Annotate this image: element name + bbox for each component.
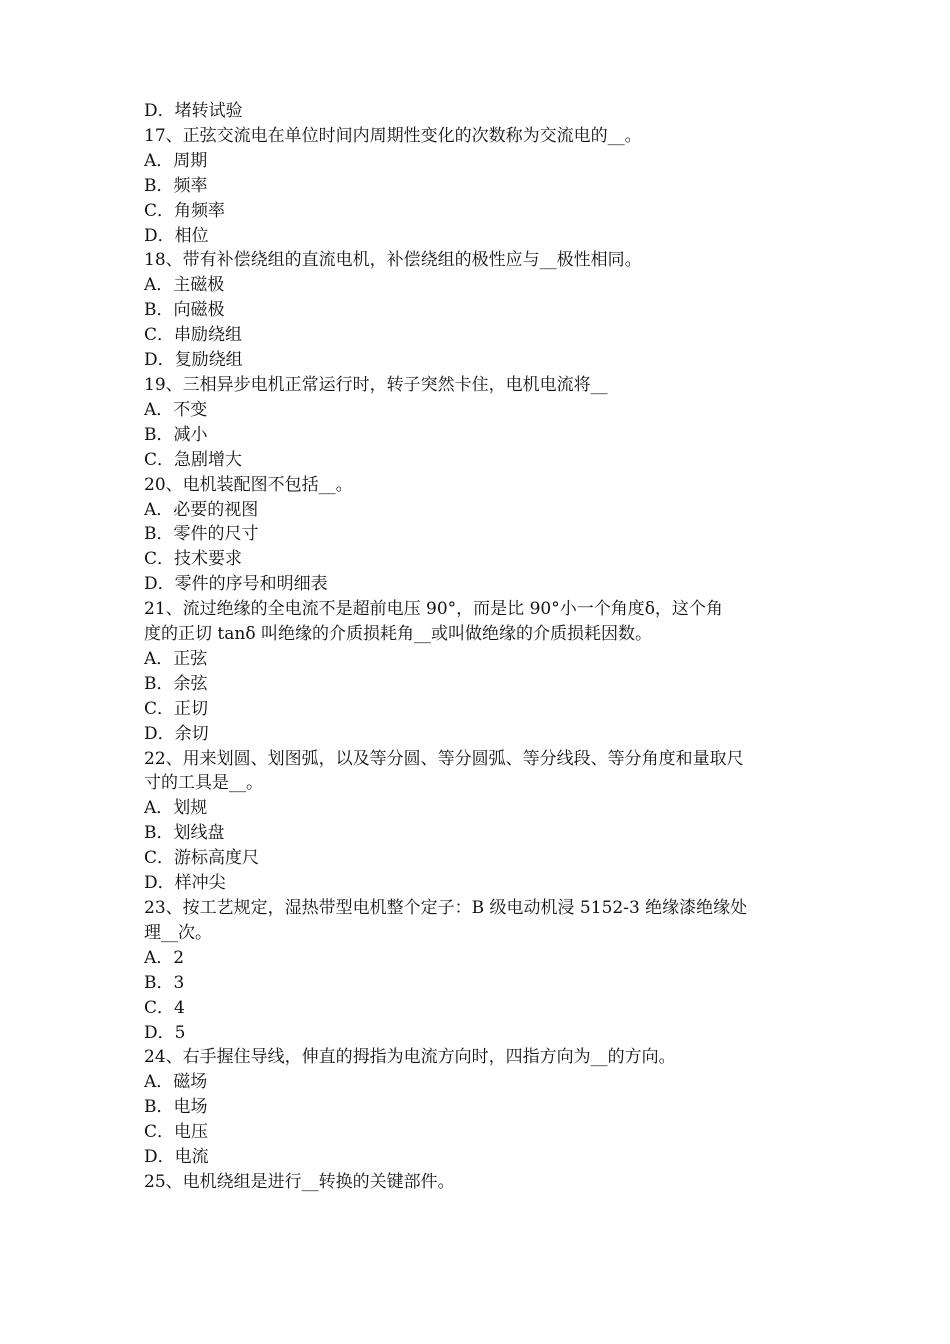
option-24-b: B．电场 [144, 1097, 208, 1118]
option-20-b: B．零件的尺寸 [144, 524, 259, 545]
option-19-b: B．减小 [144, 424, 208, 445]
question-24: 24、右手握住导线，伸直的拇指为电流方向时，四指方向为__的方向。 [144, 1047, 676, 1068]
option-21-d: D．余切 [144, 723, 209, 744]
option-17-c: C．角频率 [144, 200, 226, 221]
option-21-c: C．正切 [144, 698, 209, 719]
option-22-b: B．划线盘 [144, 823, 225, 844]
question-18: 18、带有补偿绕组的直流电机，补偿绕组的极性应与__极性相同。 [144, 250, 642, 271]
option-24-d: D．电流 [144, 1147, 209, 1168]
question-17: 17、正弦交流电在单位时间内周期性变化的次数称为交流电的__。 [144, 125, 642, 146]
option-19-c: C．急剧增大 [144, 449, 243, 470]
option-17-b: B．频率 [144, 175, 208, 196]
question-22-line-1: 22、用来划圆、划图弧，以及等分圆、等分圆弧、等分线段、等分角度和量取尺 [144, 748, 744, 769]
option-19-a: A．不变 [144, 399, 208, 420]
question-21-line-2: 度的正切 tanδ 叫绝缘的介质损耗角__或叫做绝缘的介质损耗因数。 [144, 624, 652, 645]
question-23-line-1: 23、按工艺规定，湿热带型电机整个定子：B 级电动机浸 5152-3 绝缘漆绝缘处 [144, 898, 748, 918]
option-24-a: A．磁场 [144, 1072, 208, 1093]
option-17-d: D．相位 [144, 225, 209, 246]
question-20: 20、电机装配图不包括__。 [144, 474, 353, 495]
option-17-a: A．周期 [144, 150, 208, 171]
option-18-b: B．向磁极 [144, 300, 225, 321]
question-19: 19、三相异步电机正常运行时，转子突然卡住，电机电流将__ [144, 374, 608, 395]
question-25: 25、电机绕组是进行__转换的关键部件。 [144, 1171, 455, 1192]
option-24-c: C．电压 [144, 1122, 209, 1143]
question-22-line-2: 寸的工具是__。 [144, 773, 263, 794]
option-20-a: A．必要的视图 [144, 499, 259, 520]
option-23-a: A．2 [144, 947, 185, 968]
option-23-c: C．4 [144, 997, 185, 1018]
option-23-b: B．3 [144, 972, 185, 993]
option-18-c: C．串励绕组 [144, 325, 243, 346]
question-23-line-2: 理__次。 [144, 922, 212, 943]
option-16-d: D．堵转试验 [144, 101, 243, 121]
option-21-a: A．正弦 [144, 648, 208, 669]
document-text-body [144, 99, 816, 1195]
option-22-a: A．划规 [144, 798, 208, 819]
option-23-d: D．5 [144, 1022, 186, 1043]
question-21-line-1: 21、流过绝缘的全电流不是超前电压 90°，而是比 90°小一个角度δ，这个角 [144, 599, 723, 620]
option-18-a: A．主磁极 [144, 275, 225, 296]
option-18-d: D．复励绕组 [144, 350, 243, 371]
option-22-c: C．游标高度尺 [144, 848, 260, 869]
option-22-d: D．样冲尖 [144, 873, 226, 894]
option-20-d: D．零件的序号和明细表 [144, 574, 328, 595]
option-21-b: B．余弦 [144, 673, 208, 694]
option-20-c: C．技术要求 [144, 549, 243, 570]
